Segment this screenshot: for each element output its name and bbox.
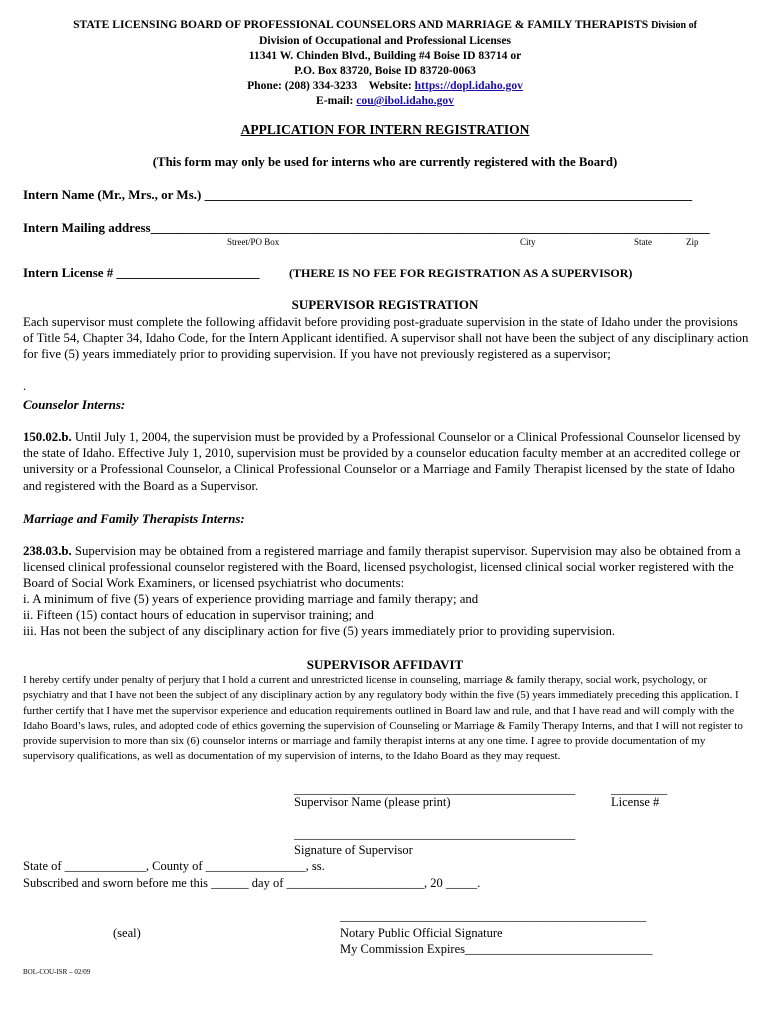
supervisor-name-line[interactable]: _____________________________________________ xyxy=(294,782,576,796)
phone-number: Phone: (208) 334-3233 xyxy=(247,79,358,92)
registration-intro: Each supervisor must complete the following affidavit before providing post-graduate supervision in the state of Idaho under the provisions of Title 54, Chapter 34, Idaho Code, for the Intern Applicant identified. A supervisor shall not have been the subject of any disciplinary action for five (5) years immediately prior to providing supervision. If you have not previously registered as a supervisor; xyxy=(23,315,749,362)
intern-name-field[interactable]: Intern Name (Mr., Mrs., or Ms.) ___________________________________________________________________________ xyxy=(23,187,693,202)
seal-label: (seal) xyxy=(113,926,141,940)
mft-rule-text: Supervision may be obtained from a registered marriage and family therapist supervisor. Supervision may also be obtained from a licensed clinical professional counselor registered with the Board, licensed psychologist, licensed clinical social worker registered with the Board of Social Work Examiners, or licensed psychiatrist who documents: xyxy=(23,544,741,591)
counselor-rule-number: 150.02.b. xyxy=(23,430,72,444)
board-name xyxy=(0,17,770,34)
mft-rule-paragraph xyxy=(23,543,749,592)
commission-expires-field[interactable]: My Commission Expires______________________________ xyxy=(340,942,653,956)
form-note: (This form may only be used for interns who are currently registered with the Board) xyxy=(152,155,618,169)
counselor-interns-heading: Counselor Interns: xyxy=(23,397,126,412)
signature-line[interactable]: _____________________________________________ xyxy=(294,827,576,841)
form-code: BOL-COU-ISR – 02/09 xyxy=(23,968,91,976)
signature-label: Signature of Supervisor xyxy=(294,843,413,857)
supervisor-name-label: Supervisor Name (please print) xyxy=(294,795,451,809)
state-county-line[interactable]: State of _____________, County of ________________, ss. xyxy=(23,859,325,873)
form-title: APPLICATION FOR INTERN REGISTRATION xyxy=(240,122,530,137)
division-name: Division of Occupational and Professional Licenses xyxy=(259,34,511,47)
license-number-label: License # xyxy=(611,795,660,809)
website-label: Website: xyxy=(368,79,412,92)
separator-dot: . xyxy=(23,379,27,393)
city-label: City xyxy=(520,237,536,247)
fee-note: (THERE IS NO FEE FOR REGISTRATION AS A SUPERVISOR) xyxy=(289,266,633,280)
counselor-rule-text: Until July 1, 2004, the supervision must be provided by a Professional Counselor or a Clinical Professional Counselor licensed by the state of Idaho. Effective July 1, 2010, supervision must be provided by a counselor education faculty member at an accredited college or university or a Professional Counselor, a Clinical Professional Counselor or a Marriage and Family Therapist licensed by the state of Idaho and registered with the Board as a Supervisor. xyxy=(23,430,741,493)
website-link[interactable]: https://dopl.idaho.gov xyxy=(414,79,523,92)
mft-item: iii. Has not been the subject of any disciplinary action for five (5) years immediately prior to providing supervision. xyxy=(23,624,616,638)
mft-item: ii. Fifteen (15) contact hours of education in supervisor training; and xyxy=(23,608,374,622)
notary-signature-label: Notary Public Official Signature xyxy=(340,926,503,940)
street-label: Street/PO Box xyxy=(227,237,280,247)
zip-label: Zip xyxy=(686,237,699,247)
supervisor-registration-heading: SUPERVISOR REGISTRATION xyxy=(291,297,479,312)
supervisor-affidavit-heading: SUPERVISOR AFFIDAVIT xyxy=(306,657,464,672)
email-link[interactable]: cou@ibol.idaho.gov xyxy=(356,94,455,107)
email-label: E-mail: xyxy=(315,94,354,107)
mft-rule-number: 238.03.b. xyxy=(23,544,72,558)
counselor-rule-paragraph xyxy=(23,429,749,494)
board-title: STATE LICENSING BOARD OF PROFESSIONAL COUNSELORS AND MARRIAGE & FAMILY THERAPISTS xyxy=(73,18,649,31)
address-line-1: 11341 W. Chinden Blvd., Building #4 Boise ID 83714 or xyxy=(248,49,522,62)
state-label: State xyxy=(634,237,652,247)
mft-interns-heading: Marriage and Family Therapists Interns: xyxy=(23,511,245,526)
address-line-2: P.O. Box 83720, Boise ID 83720-0063 xyxy=(294,64,476,77)
board-title-suffix: Division of xyxy=(651,20,697,31)
license-number-line[interactable]: _________ xyxy=(611,782,668,796)
mft-item: i. A minimum of five (5) years of experience providing marriage and family therapy; and xyxy=(23,592,479,606)
intern-address-field[interactable]: Intern Mailing address______________________________________________________________________________________ xyxy=(23,220,710,235)
intern-license-field[interactable]: Intern License # ______________________ xyxy=(23,265,260,280)
email-line xyxy=(0,93,770,109)
notary-signature-line[interactable]: _________________________________________________ xyxy=(340,909,647,923)
sworn-line[interactable]: Subscribed and sworn before me this ______ day of ______________________, 20 _____. xyxy=(23,876,481,890)
affidavit-text: I hereby certify under penalty of perjury that I hold a current and unrestricted license in counseling, marriage & family therapy, social work, psychology, or psychiatry and that I have not been the subject of any disciplinary action by any regulatory body within the five (5) years immediately preceding this application. I further certify that I have met the supervisor experience and education requirements outlined in Board law and rule, and that I have read and will comply with the Idaho Board’s laws, rules, and adopted code of ethics governing the supervision of Counseling or Marriage & Family Therapy Interns, and that I will not register to provide supervision to more than six (6) counselor interns or marriage and family therapist interns at any one time. I agree to provide documentation of my supervisory qualifications, as well as documentation of my supervision of interns, to the Idaho Board as they may request. xyxy=(23,674,743,763)
phone-website-line xyxy=(0,78,770,94)
